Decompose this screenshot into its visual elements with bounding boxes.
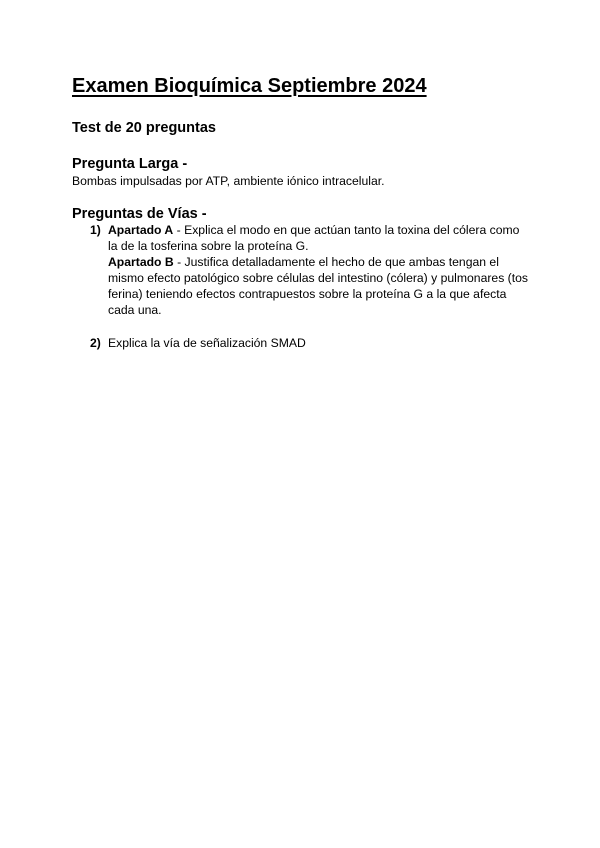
question-number: 2) xyxy=(90,336,101,350)
vias-heading: Preguntas de Vías - xyxy=(72,206,207,222)
part-b-text: - Justifica detalladamente el hecho de que ambas tengan el mismo efecto patológico sobre células del intestino (cólera) y pulmonares (tos ferina) teniendo efectos contrapuestos sobre la proteína G a la que afecta cada una. xyxy=(108,255,528,317)
question-part-b xyxy=(108,254,530,318)
question-part-a xyxy=(108,222,530,254)
test-heading: Test de 20 preguntas xyxy=(72,120,216,136)
question-item-2 xyxy=(72,335,532,351)
question-number: 1) xyxy=(90,223,101,237)
part-a-label: Apartado A xyxy=(108,223,174,237)
question-text: Explica la vía de señalización SMAD xyxy=(108,336,306,350)
long-question-text: Bombas impulsadas por ATP, ambiente iónico intracelular. xyxy=(72,174,385,188)
part-a-text: - Explica el modo en que actúan tanto la toxina del cólera como la de la tosferina sobre la proteína G. xyxy=(108,223,520,253)
document-title: Examen Bioquímica Septiembre 2024 xyxy=(72,75,427,97)
question-item-1 xyxy=(72,222,532,318)
vias-question-list xyxy=(72,222,532,351)
part-b-label: Apartado B xyxy=(108,255,174,269)
long-question-heading: Pregunta Larga - xyxy=(72,156,188,172)
